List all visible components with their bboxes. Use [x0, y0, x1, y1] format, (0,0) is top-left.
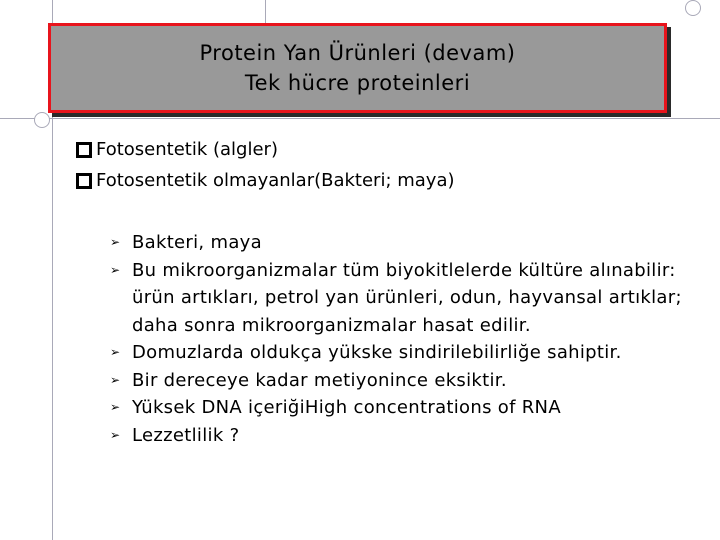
bullet-list — [110, 229, 700, 449]
decor-horizontal-line — [0, 118, 720, 119]
category-label: Fotosentetik (algler) — [96, 139, 278, 160]
arrowhead-icon: ➢ — [110, 235, 121, 249]
arrowhead-icon: ➢ — [110, 372, 121, 387]
bullet-item — [110, 422, 700, 450]
decor-circle — [34, 112, 50, 128]
arrowhead-icon: ➢ — [110, 262, 121, 277]
bullet-text: Bu mikroorganizmalar tüm biyokitlelerde kültüre alınabilir: ürün artıkları, petrol yan ürünleri, odun, hayvansal artıklar; daha sonra mikroorganizmalar hasat edilir. — [132, 259, 682, 336]
square-box-icon — [76, 173, 92, 189]
decor-circle-top — [685, 0, 701, 16]
slide-title: Protein Yan Ürünleri (devam) — [199, 41, 516, 65]
bullet-text: Bir dereceye kadar metiyonince eksiktir. — [132, 369, 507, 391]
category-list — [76, 134, 455, 196]
bullet-text: Bakteri, maya — [132, 232, 262, 253]
bullet-text: Lezzetlilik ? — [132, 424, 240, 446]
slide-subtitle: Tek hücre proteinleri — [244, 71, 471, 95]
category-item — [76, 134, 455, 165]
slide-title-box — [48, 23, 667, 113]
bullet-item — [110, 229, 700, 257]
square-box-icon — [76, 142, 92, 158]
bullet-item — [110, 367, 700, 395]
category-item — [76, 165, 455, 196]
bullet-item — [110, 394, 700, 422]
bullet-item — [110, 339, 700, 367]
bullet-item — [110, 257, 700, 340]
bullet-text: Yüksek DNA içeriğiHigh concentrations of RNA — [132, 397, 561, 418]
arrowhead-icon: ➢ — [110, 400, 121, 414]
bullet-text: Domuzlarda oldukça yükske sindirilebilirliğe sahiptir. — [132, 342, 622, 363]
category-label: Fotosentetik olmayanlar(Bakteri; maya) — [96, 170, 455, 191]
arrowhead-icon: ➢ — [110, 427, 121, 442]
arrowhead-icon: ➢ — [110, 345, 121, 359]
